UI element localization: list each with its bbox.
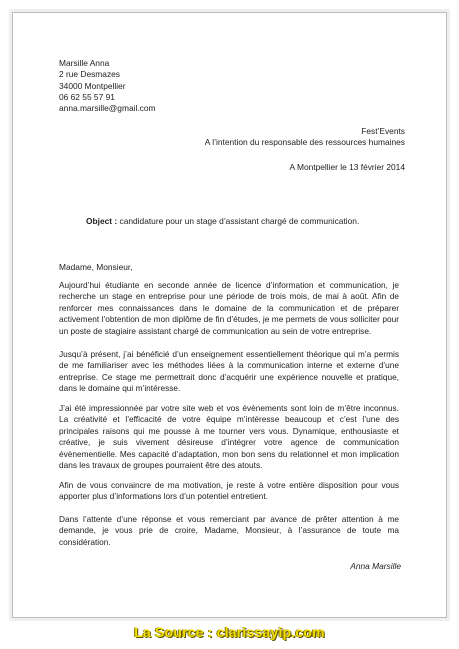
paragraph-availability: Afin de vous convaincre de ma motivation, je reste à votre entière disposition pour vous apporter plus d’informations lors d’un potentiel entretient. xyxy=(59,480,399,502)
salutation: Madame, Monsieur, xyxy=(59,262,133,272)
paragraph-motivation: J’ai été impressionnée par votre site web et vos évènements sont loin de m’être inconnus. La créativité et l’efficacité de votre équipe m’intéresse beaucoup et c’est l’une des principales raisons qui me pousse à me tourner vers vous. Dynamique, enthousiaste et créative, je suis vivement désireuse d’intégrer votre agence de communication évènementielle. Mes capacité d’adaptation, mon bon sens du relationnel et mon implication dans les travaux de groupes pourraient être des atouts. xyxy=(59,403,399,471)
signature: Anna Marsille xyxy=(350,561,401,571)
paragraph-experience: Jusqu’à présent, j’ai bénéficié d’un enseignement essentiellement théorique qui m’a permis de me familiariser avec les méthodes liées à la communication interne et externe d’une entreprise. Ce stage me permettrait donc d’acquérir une expérience nouvelle et pratique, dans le domaine qui m’intéresse. xyxy=(59,349,399,394)
sender-street: 2 rue Desmazes xyxy=(59,69,120,80)
sender-name: Marsille Anna xyxy=(59,58,110,68)
recipient-block xyxy=(205,126,405,149)
recipient-company: Fest’Events xyxy=(361,126,405,136)
recipient-attention: A l’intention du responsable des ressources humaines xyxy=(204,137,405,148)
sender-block xyxy=(59,58,155,114)
object-label: Object : xyxy=(86,216,118,226)
letter-date: A Montpellier le 13 février 2014 xyxy=(289,162,405,172)
object-line xyxy=(86,216,359,226)
sender-phone: 06 62 55 57 91 xyxy=(59,91,115,102)
sender-city: 34000 Montpellier xyxy=(59,80,126,91)
paragraph-closing: Dans l’attente d’une réponse et vous remerciant par avance de prêter attention à me demande, je vous prie de croire, Madame, Monsieur, à l’assurance de toute ma considération. xyxy=(59,514,399,547)
source-watermark: La Source : clarissayip.com xyxy=(134,624,325,640)
paragraph-introduction: Aujourd’hui étudiante en seconde année de licence d’information et communication, je recherche un stage en entreprise pour une période de trois mois, de mai à août. Afin de renforcer mes connaissances dans le domaine de la communication et de préparer activement l’obtention de mon diplôme de fin d’études, je me permets de vous solliciter pour un poste de stagiaire assistant chargé de communication au sein de votre entreprise. xyxy=(59,280,399,336)
sender-email: anna.marsille@gmail.com xyxy=(59,103,156,114)
object-text: candidature pour un stage d’assistant chargé de communication. xyxy=(117,216,360,226)
